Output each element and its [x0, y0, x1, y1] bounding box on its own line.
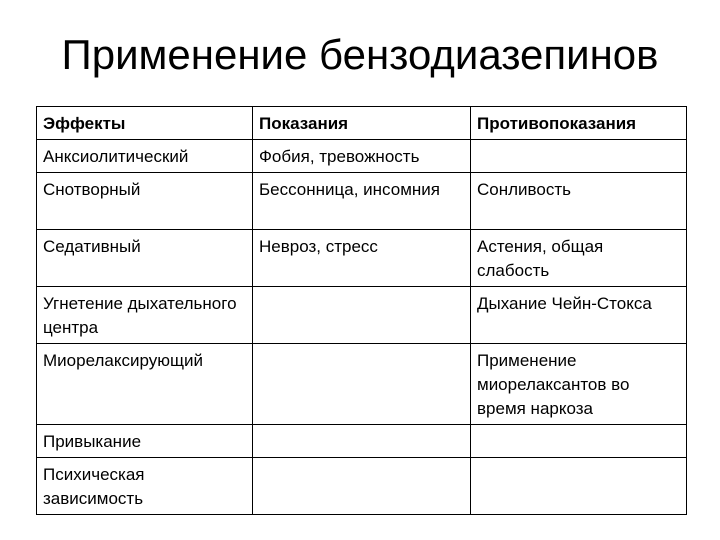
cell-effect: Привыкание — [37, 425, 253, 458]
cell-effect: Седативный — [37, 230, 253, 287]
cell-contraindication: Дыхание Чейн-Стокса — [471, 287, 687, 344]
slide-title: Применение бензодиазепинов — [61, 31, 659, 78]
table-row — [37, 230, 687, 287]
cell-indication — [253, 425, 471, 458]
table-row — [37, 140, 687, 173]
cell-effect: Угнетение дыхательного центра — [37, 287, 253, 344]
cell-indication — [253, 458, 471, 515]
cell-contraindication — [471, 140, 687, 173]
header-contraindications: Противопоказания — [471, 107, 687, 140]
cell-indication: Бессонница, инсомния — [253, 173, 471, 230]
table-row — [37, 458, 687, 515]
header-indications: Показания — [253, 107, 471, 140]
cell-effect: Миорелаксирующий — [37, 344, 253, 425]
cell-indication: Невроз, стресс — [253, 230, 471, 287]
table-row — [37, 173, 687, 230]
table-row — [37, 425, 687, 458]
cell-effect: Анксиолитический — [37, 140, 253, 173]
cell-indication: Фобия, тревожность — [253, 140, 471, 173]
cell-contraindication — [471, 425, 687, 458]
table-header-row — [37, 107, 687, 140]
cell-contraindication: Астения, общая слабость — [471, 230, 687, 287]
cell-effect: Психическая зависимость — [37, 458, 253, 515]
table-row — [37, 287, 687, 344]
benzodiazepine-table — [36, 106, 687, 515]
cell-contraindication — [471, 458, 687, 515]
cell-contraindication: Применение миорелаксантов во время наркоза — [471, 344, 687, 425]
table-row — [37, 344, 687, 425]
header-effects: Эффекты — [37, 107, 253, 140]
cell-indication — [253, 344, 471, 425]
cell-contraindication: Сонливость — [471, 173, 687, 230]
cell-indication — [253, 287, 471, 344]
cell-effect: Снотворный — [37, 173, 253, 230]
